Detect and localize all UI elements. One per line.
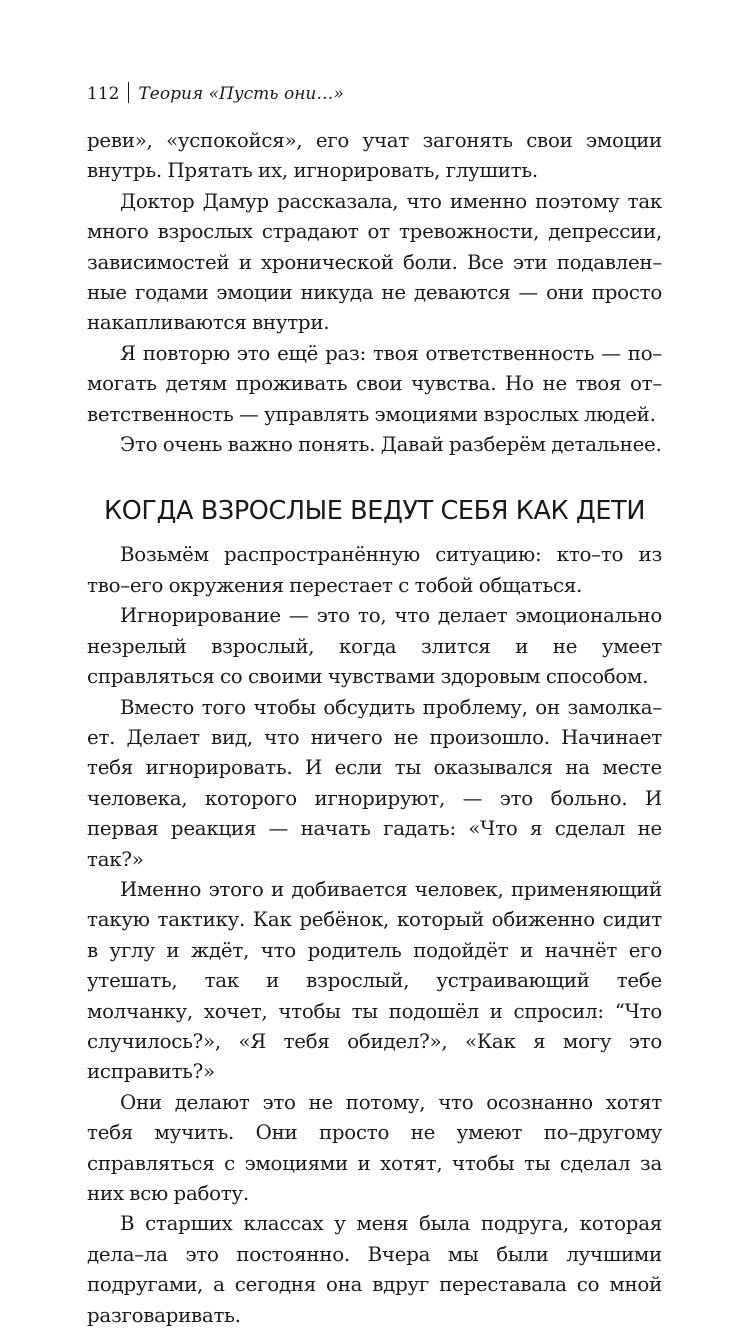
section-heading: КОГДА ВЗРОСЛЫЕ ВЕДУТ СЕБЯ КАК ДЕТИ — [103, 496, 645, 527]
paragraph: Они делают это не потому, что осознанно хотят тебя мучить. Они просто не умеют по–другому справляться с эмоциями и хотят, чтобы ты сделал за них всю работу. — [87, 1090, 662, 1205]
paragraph: Доктор Дамур рассказала, что именно поэтому так много взрослых страдают от тревожности, депрессии, зависимостей и хронической боли. Все эти подавлен–ные годами эмоции никуда не деваются — они просто накапливаются внутри. — [87, 189, 662, 335]
paragraph: Игнорирование — это то, что делает эмоционально незрелый взрослый, когда злится и не умеет справляться со своими чувствами здоровым способом. — [87, 604, 662, 689]
running-head — [87, 82, 344, 104]
paragraph: Это очень важно понять. Давай разберём детальнее. — [120, 433, 662, 457]
paragraph: Вместо того чтобы обсудить проблему, он замолка–ет. Делает вид, что ничего не произошло. Начинает тебя игнорировать. И если ты оказывался на месте человека, которого игнорируют, — это больно. И первая реакция — начать гадать: «Что я сделал не так?» — [87, 695, 662, 871]
running-head-divider — [128, 82, 129, 103]
paragraph: Я повторю это ещё раз: твоя ответственность — по–могать детям проживать свои чувства. Но не твоя от–ветственность — управлять эмоциями взрослых людей. — [87, 341, 662, 426]
paragraph: реви», «успокойся», его учат загонять свои эмоции внутрь. Прятать их, игнорировать, глушить. — [87, 129, 662, 183]
body-text — [87, 126, 662, 1331]
page-number: 112 — [87, 84, 120, 104]
running-head-book-title: Теория «Пусть они…» — [138, 84, 344, 104]
paragraph: В старших классах у меня была подруга, которая дела–ла это постоянно. Вчера мы были лучшими подругами, а сегодня она вдруг переставала со мной разговаривать. — [87, 1212, 662, 1327]
paragraph: Именно этого и добивается человек, применяющий такую тактику. Как ребёнок, который обиженно сидит в углу и ждёт, что родитель подойдёт и начнёт его утешать, так и взрослый, устраивающий тебе молчанку, хочет, чтобы ты подошёл и спросил: “Что случилось?», «Я тебя обидел?», «Как я могу это исправить?» — [87, 877, 662, 1084]
paragraph: Возьмём распространённую ситуацию: кто–то из тво–его окружения перестает с тобой общаться. — [87, 543, 662, 597]
